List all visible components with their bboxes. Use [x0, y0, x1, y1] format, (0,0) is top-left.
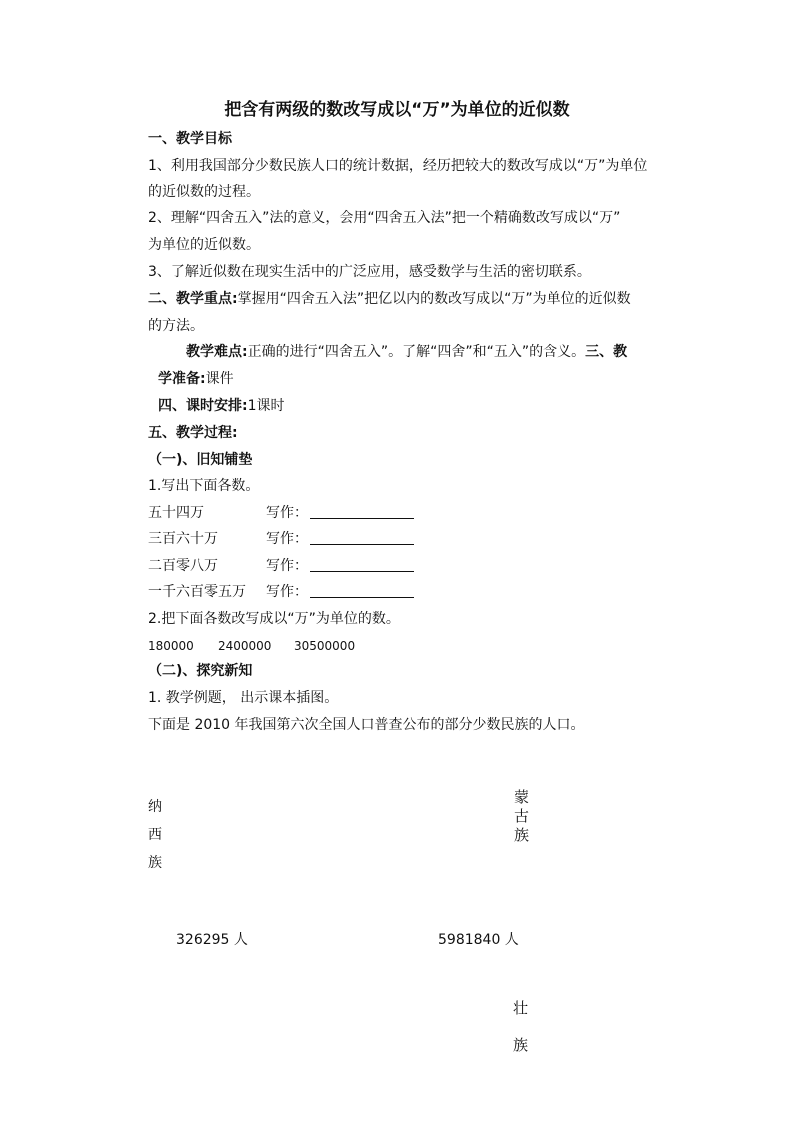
difficulty-label: 教学难点:: [186, 344, 248, 360]
write-item-answer: [266, 529, 414, 549]
naxi-label: [147, 793, 163, 877]
write-item-num: 二百零八万: [148, 558, 218, 574]
write-item-answer: [266, 582, 414, 602]
prep-text: 课件: [205, 371, 234, 387]
write-item-num: 三百六十万: [148, 531, 218, 547]
answer-blank[interactable]: [310, 557, 414, 572]
schedule-line: [158, 396, 285, 416]
write-label: 写作：: [266, 531, 308, 547]
answer-blank[interactable]: [310, 583, 414, 598]
write-item-num: 一千六百零五万: [148, 584, 246, 600]
number-item: 2400000: [218, 639, 272, 653]
schedule-text: 1课时: [247, 398, 285, 414]
zhuang-char: 壮: [513, 999, 529, 1017]
label-char: 族: [148, 855, 162, 871]
write-label: 写作：: [266, 505, 308, 521]
part-1-heading: （一)、旧知铺垫: [148, 452, 253, 468]
process-heading: 五、教学过程:: [148, 425, 238, 441]
write-item-answer: [266, 556, 414, 576]
prep-label-a: 三、教: [585, 344, 628, 360]
zhuang-char: 族: [513, 1036, 529, 1054]
mongol-label: [513, 788, 530, 845]
naxi-population: 326295 人: [176, 932, 248, 948]
question-1: 1.写出下面各数。: [148, 478, 260, 494]
label-char: 族: [513, 826, 529, 844]
mongol-population: 5981840 人: [438, 932, 519, 948]
label-char: 西: [148, 827, 162, 843]
goal-2-line-1: 2、理解“四舍五入”法的意义，会用“四舍五入法”把一个精确数改写成以“万”: [148, 210, 621, 226]
focus-text: 掌握用“四舍五入法”把亿以内的数改写成以“万”为单位的近似数: [237, 291, 631, 307]
goal-1-line-2: 的近似数的过程。: [148, 184, 260, 200]
page-title: 把含有两级的数改写成以“万”为单位的近似数: [224, 100, 570, 120]
answer-blank[interactable]: [310, 530, 414, 545]
write-item-answer: [266, 503, 414, 523]
label-char: 蒙: [513, 788, 529, 806]
section-objectives-heading: 一、教学目标: [148, 131, 232, 147]
question-2: 2.把下面各数改写成以“万”为单位的数。: [148, 611, 400, 627]
goal-1-line-1: 1、利用我国部分少数民族人口的统计数据，经历把较大的数改写成以“万”为单位: [148, 158, 648, 174]
schedule-label: 四、课时安排:: [158, 398, 248, 414]
label-char: 古: [513, 807, 529, 825]
focus-label: 二、教学重点:: [148, 291, 238, 307]
example-line: 1. 教学例题， 出示课本插图。: [148, 690, 339, 706]
part-2-heading: （二)、探究新知: [148, 663, 253, 679]
number-item: 30500000: [294, 639, 356, 653]
difficulty-line: [186, 342, 627, 362]
prep-line: [158, 369, 234, 389]
census-line: 下面是 2010 年我国第六次全国人口普查公布的部分少数民族的人口。: [148, 717, 585, 733]
goal-3: 3、了解近似数在现实生活中的广泛应用，感受数学与生活的密切联系。: [148, 264, 591, 280]
write-label: 写作：: [266, 558, 308, 574]
difficulty-text: 正确的进行“四舍五入”。了解“四舍”和“五入”的含义。: [247, 344, 586, 360]
label-char: 纳: [148, 799, 162, 815]
write-label: 写作：: [266, 584, 308, 600]
goal-2-line-2: 为单位的近似数。: [148, 237, 260, 253]
write-item-num: 五十四万: [148, 505, 204, 521]
answer-blank[interactable]: [310, 504, 414, 519]
focus-line-2: 的方法。: [148, 318, 204, 334]
number-item: 180000: [148, 639, 194, 653]
focus-line-1: [148, 289, 631, 309]
prep-label-b: 学准备:: [158, 371, 206, 387]
